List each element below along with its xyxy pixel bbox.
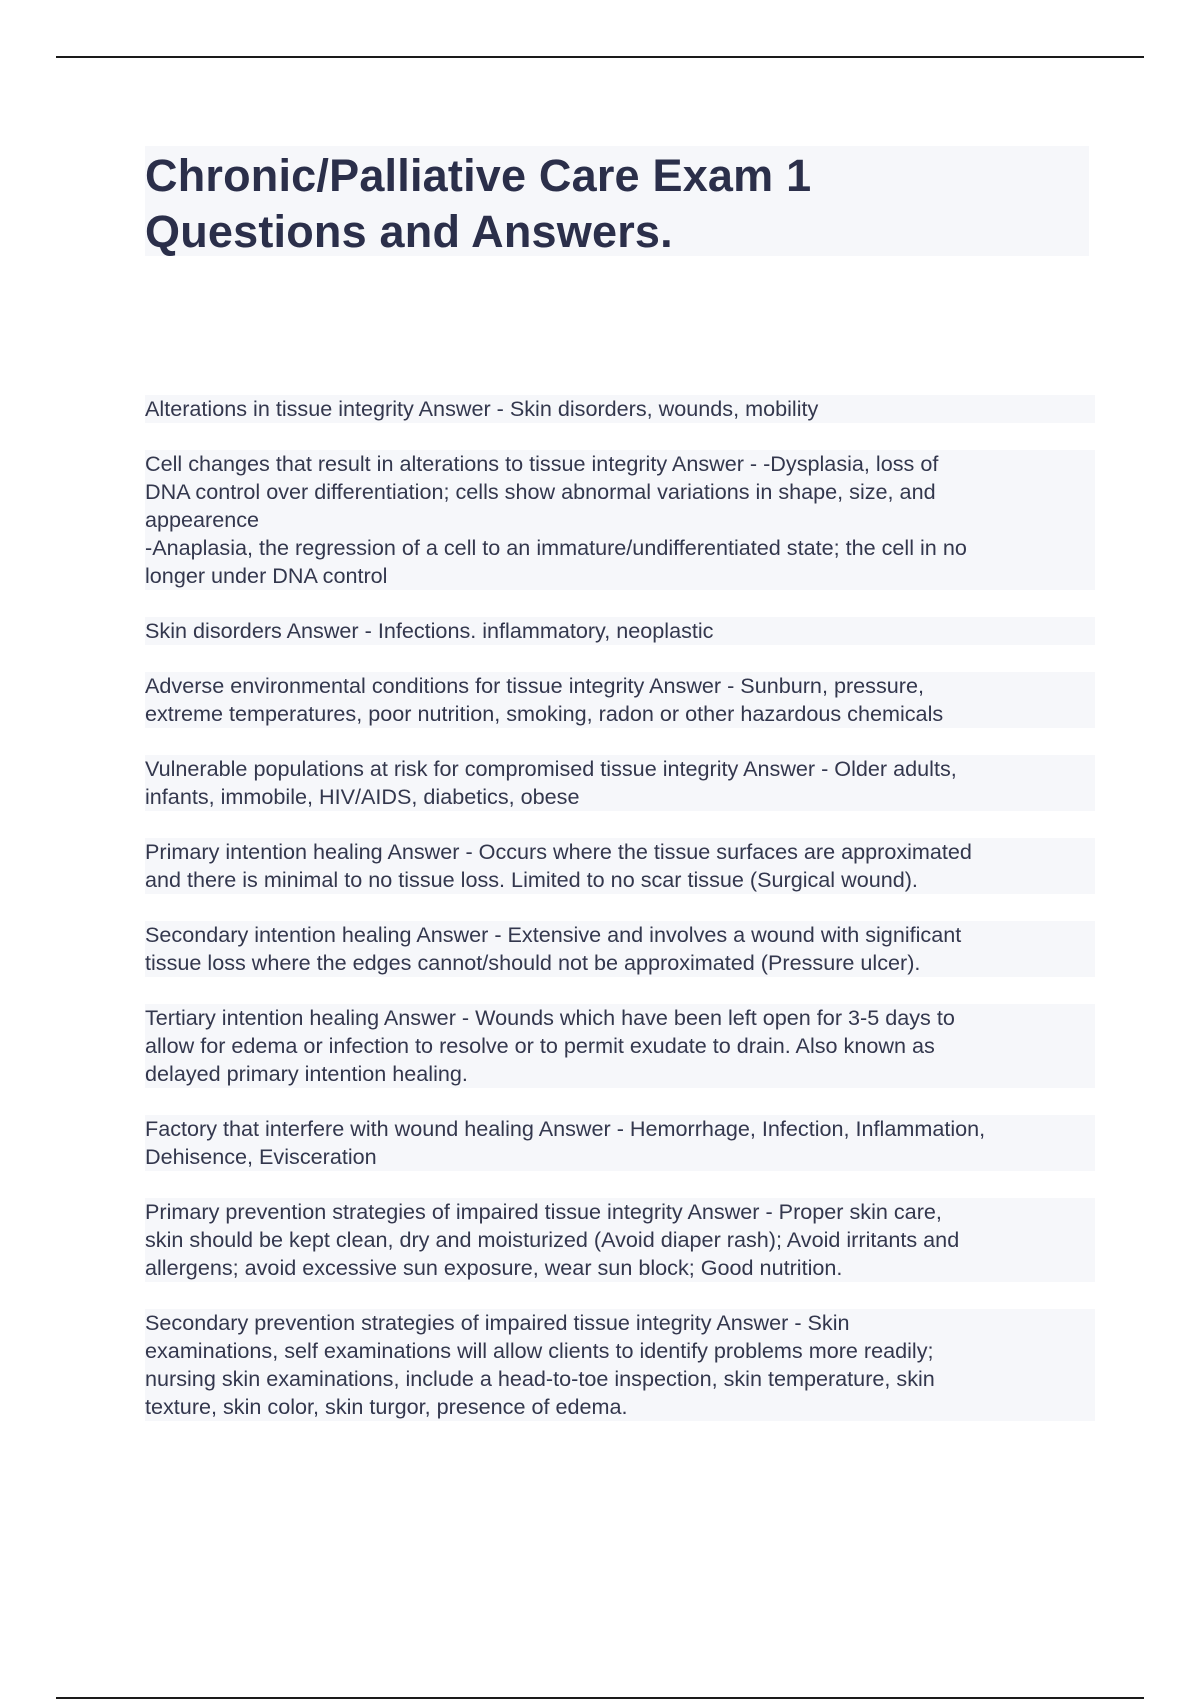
document-title <box>145 148 1089 260</box>
qa-item <box>145 1004 1095 1088</box>
title-line: Questions and Answers. <box>145 206 673 257</box>
qa-line-text: texture, skin color, skin turgor, presence of edema. <box>145 1394 628 1419</box>
qa-line <box>145 1226 1095 1254</box>
qa-line-text: Vulnerable populations at risk for compromised tissue integrity Answer - Older adults, <box>145 756 957 781</box>
qa-line <box>145 1004 1095 1032</box>
qa-line-text: DNA control over differentiation; cells show abnormal variations in shape, size, and <box>145 479 936 504</box>
qa-line-text: Factory that interfere with wound healing Answer - Hemorrhage, Infection, Inflammation, <box>145 1116 986 1141</box>
qa-line-text: longer under DNA control <box>145 563 388 588</box>
qa-line <box>145 921 1095 949</box>
qa-line <box>145 478 1095 506</box>
qa-line <box>145 755 1095 783</box>
qa-line <box>145 700 1095 728</box>
qa-line-text: Cell changes that result in alterations to tissue integrity Answer - -Dysplasia, loss of <box>145 451 939 476</box>
qa-item <box>145 921 1095 977</box>
qa-line <box>145 1115 1095 1143</box>
qa-line-text: extreme temperatures, poor nutrition, smoking, radon or other hazardous chemicals <box>145 701 944 726</box>
qa-line <box>145 1060 1095 1088</box>
qa-line-text: -Anaplasia, the regression of a cell to an immature/undifferentiated state; the cell in no <box>145 535 967 560</box>
qa-line-text: delayed primary intention healing. <box>145 1061 468 1086</box>
qa-item <box>145 450 1095 590</box>
qa-item <box>145 1309 1095 1421</box>
qa-line <box>145 1309 1095 1337</box>
qa-line-text: appearence <box>145 507 260 532</box>
qa-line-text: Secondary intention healing Answer - Extensive and involves a wound with significant <box>145 922 962 947</box>
qa-line <box>145 534 1095 562</box>
qa-item <box>145 395 1095 423</box>
qa-line <box>145 866 1095 894</box>
qa-line-text: Primary prevention strategies of impaired tissue integrity Answer - Proper skin care, <box>145 1199 942 1224</box>
qa-item <box>145 617 1095 645</box>
qa-line-text: tissue loss where the edges cannot/should not be approximated (Pressure ulcer). <box>145 950 921 975</box>
qa-line-text: infants, immobile, HIV/AIDS, diabetics, obese <box>145 784 580 809</box>
qa-line <box>145 1032 1095 1060</box>
qa-line <box>145 672 1095 700</box>
qa-line <box>145 838 1095 866</box>
qa-line-text: Skin disorders Answer - Infections. inflammatory, neoplastic <box>145 618 714 643</box>
qa-line-text: Secondary prevention strategies of impaired tissue integrity Answer - Skin <box>145 1310 850 1335</box>
qa-line <box>145 949 1095 977</box>
qa-line-text: Primary intention healing Answer - Occurs where the tissue surfaces are approximated <box>145 839 972 864</box>
footer-rule <box>56 1697 1144 1699</box>
qa-line-text: allow for edema or infection to resolve or to permit exudate to drain. Also known as <box>145 1033 935 1058</box>
qa-item <box>145 672 1095 728</box>
qa-line <box>145 562 1095 590</box>
qa-line <box>145 395 1095 423</box>
qa-line <box>145 1337 1095 1365</box>
qa-line <box>145 1393 1095 1421</box>
qa-line <box>145 1198 1095 1226</box>
qa-line <box>145 1254 1095 1282</box>
qa-item <box>145 1198 1095 1282</box>
qa-line-text: and there is minimal to no tissue loss. Limited to no scar tissue (Surgical wound). <box>145 867 918 892</box>
qa-item <box>145 1115 1095 1171</box>
qa-line <box>145 617 1095 645</box>
qa-line-text: nursing skin examinations, include a head-to-toe inspection, skin temperature, skin <box>145 1366 935 1391</box>
title-block <box>145 146 1089 256</box>
qa-line <box>145 783 1095 811</box>
qa-line-text: Adverse environmental conditions for tissue integrity Answer - Sunburn, pressure, <box>145 673 924 698</box>
header-rule <box>56 56 1144 58</box>
qa-line <box>145 1365 1095 1393</box>
qa-list <box>145 395 1095 1448</box>
qa-line-text: examinations, self examinations will allow clients to identify problems more readily; <box>145 1338 934 1363</box>
qa-line-text: allergens; avoid excessive sun exposure, wear sun block; Good nutrition. <box>145 1255 843 1280</box>
qa-line-text: Tertiary intention healing Answer - Wounds which have been left open for 3-5 days to <box>145 1005 955 1030</box>
qa-line <box>145 506 1095 534</box>
qa-item <box>145 755 1095 811</box>
qa-line-text: skin should be kept clean, dry and moisturized (Avoid diaper rash); Avoid irritants and <box>145 1227 960 1252</box>
qa-line-text: Alterations in tissue integrity Answer - Skin disorders, wounds, mobility <box>145 396 819 421</box>
qa-item <box>145 838 1095 894</box>
qa-line <box>145 450 1095 478</box>
qa-line-text: Dehisence, Evisceration <box>145 1144 377 1169</box>
title-line: Chronic/Palliative Care Exam 1 <box>145 150 812 201</box>
qa-line <box>145 1143 1095 1171</box>
